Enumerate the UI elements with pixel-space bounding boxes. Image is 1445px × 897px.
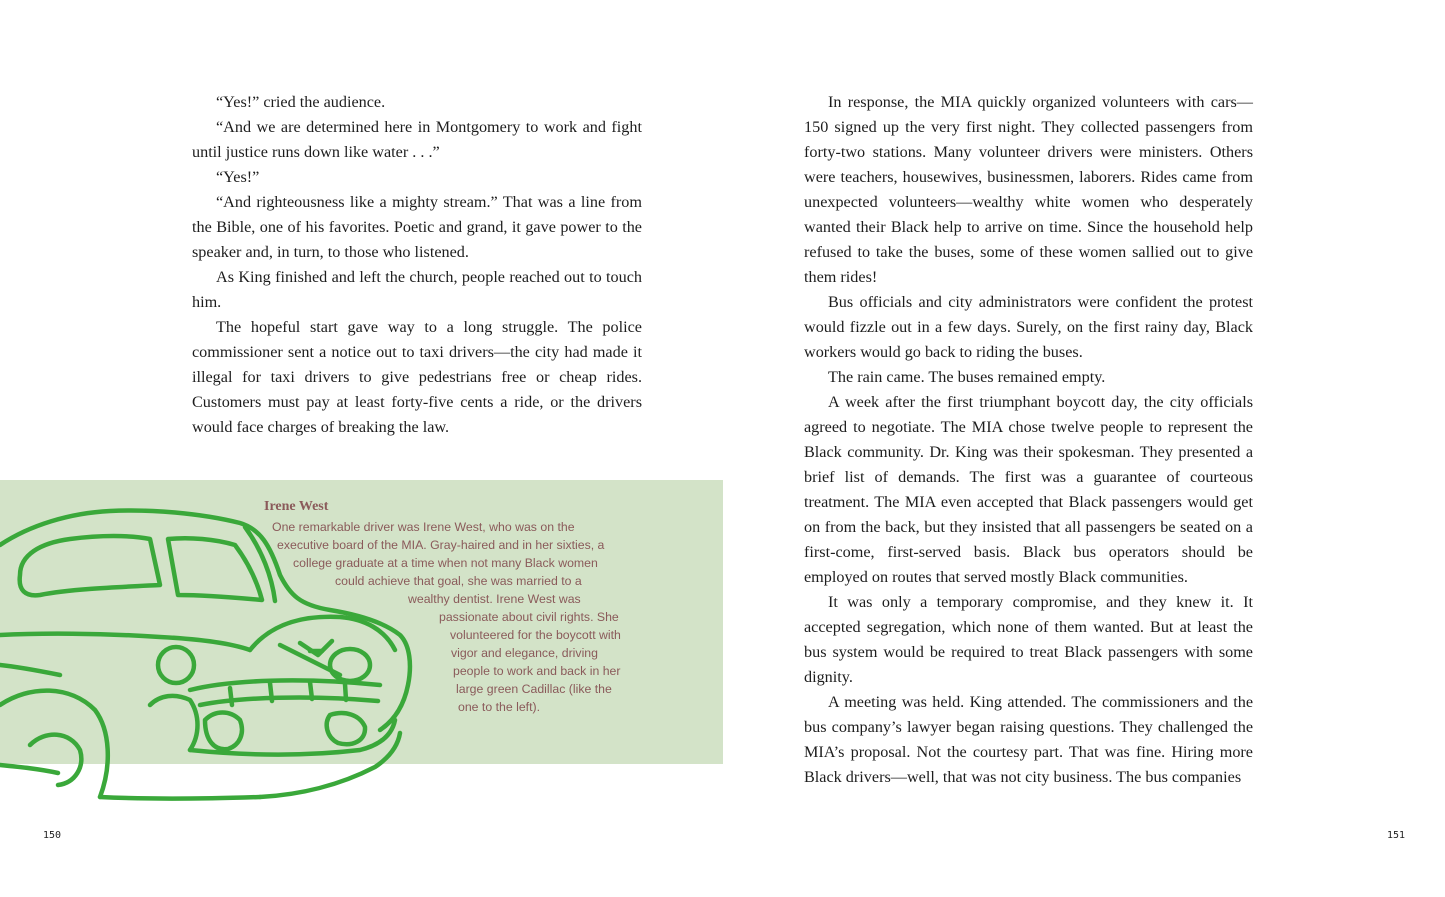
- sidebar-text-line: college graduate at a time when not many Black women: [293, 556, 598, 570]
- left-body-text: [192, 90, 642, 440]
- page-number: 151: [1387, 830, 1406, 841]
- paragraph: A week after the first triumphant boycott day, the city officials agreed to negotiate. The MIA chose twelve people to represent the Black community. Dr. King was their spokesman. They presented a brief list of demands. The first was a guarantee of courteous treatment. The MIA even accepted that Black passengers would get on from the back, but they insisted that all passengers be seated on a first-come, first-served basis. Black bus operators should be employed on routes that served mostly Black communities.: [804, 393, 1253, 586]
- paragraph: “Yes!” cried the audience.: [216, 93, 386, 111]
- sidebar-text-line: wealthy dentist. Irene West was: [408, 592, 581, 606]
- sidebar-text-line: could achieve that goal, she was married to a: [335, 574, 582, 588]
- sidebar-title: Irene West: [264, 499, 329, 514]
- sidebar-text-line: large green Cadillac (like the: [456, 682, 612, 696]
- paragraph: The rain came. The buses remained empty.: [828, 368, 1106, 386]
- sidebar-text-line: one to the left).: [458, 700, 541, 714]
- sidebar-text-line: volunteered for the boycott with: [450, 628, 621, 642]
- sidebar-text-line: people to work and back in her: [453, 664, 621, 678]
- sidebar-text-line: vigor and elegance, driving: [451, 646, 598, 660]
- paragraph: In response, the MIA quickly organized volunteers with cars—150 signed up the very first night. They collected passengers from forty-two stations. Many volunteer drivers were ministers. Others were teachers, housewives, businessmen, laborers. Rides came from unexpected volunteers—wealthy white women who desperately wanted their Black help to arrive on time. Since the household help refused to take the buses, some of these women sallied out to give them rides!: [804, 93, 1253, 286]
- paragraph: Bus officials and city administrators were confident the protest would fizzle out in a few days. Surely, on the first rainy day, Black workers would go back to riding the buses.: [804, 293, 1253, 361]
- page-number: 150: [43, 830, 62, 841]
- paragraph: As King finished and left the church, people reached out to touch him.: [192, 268, 642, 311]
- sidebar-text-line: One remarkable driver was Irene West, who was on the: [272, 520, 575, 534]
- sidebar-text-line: passionate about civil rights. She: [439, 610, 619, 624]
- paragraph: “Yes!”: [216, 168, 260, 186]
- paragraph: “And we are determined here in Montgomery to work and fight until justice runs down like water . . .”: [192, 118, 642, 161]
- right-page: [723, 0, 1445, 897]
- left-page: [0, 0, 722, 897]
- paragraph: A meeting was held. King attended. The commissioners and the bus company’s lawyer began raising questions. They challenged the MIA’s proposal. Not the courtesy part. That was fine. Hiring more Black drivers—well, that was not city business. The bus companies: [804, 693, 1253, 786]
- paragraph: The hopeful start gave way to a long struggle. The police commissioner sent a notice out to taxi drivers—the city had made it illegal for taxi drivers to give pedestrians free or cheap rides. Customers must pay at least forty-five cents a ride, or the drivers would face charges of breaking the law.: [192, 318, 642, 436]
- right-body-text: [804, 90, 1253, 790]
- sidebar-text-line: executive board of the MIA. Gray-haired and in her sixties, a: [277, 538, 605, 552]
- paragraph: “And righteousness like a mighty stream.” That was a line from the Bible, one of his favorites. Poetic and grand, it gave power to the speaker and, in turn, to those who listened.: [192, 193, 642, 261]
- paragraph: It was only a temporary compromise, and they knew it. It accepted segregation, which none of them wanted. But at least the bus system would be required to treat Black passengers with some dignity.: [804, 593, 1253, 686]
